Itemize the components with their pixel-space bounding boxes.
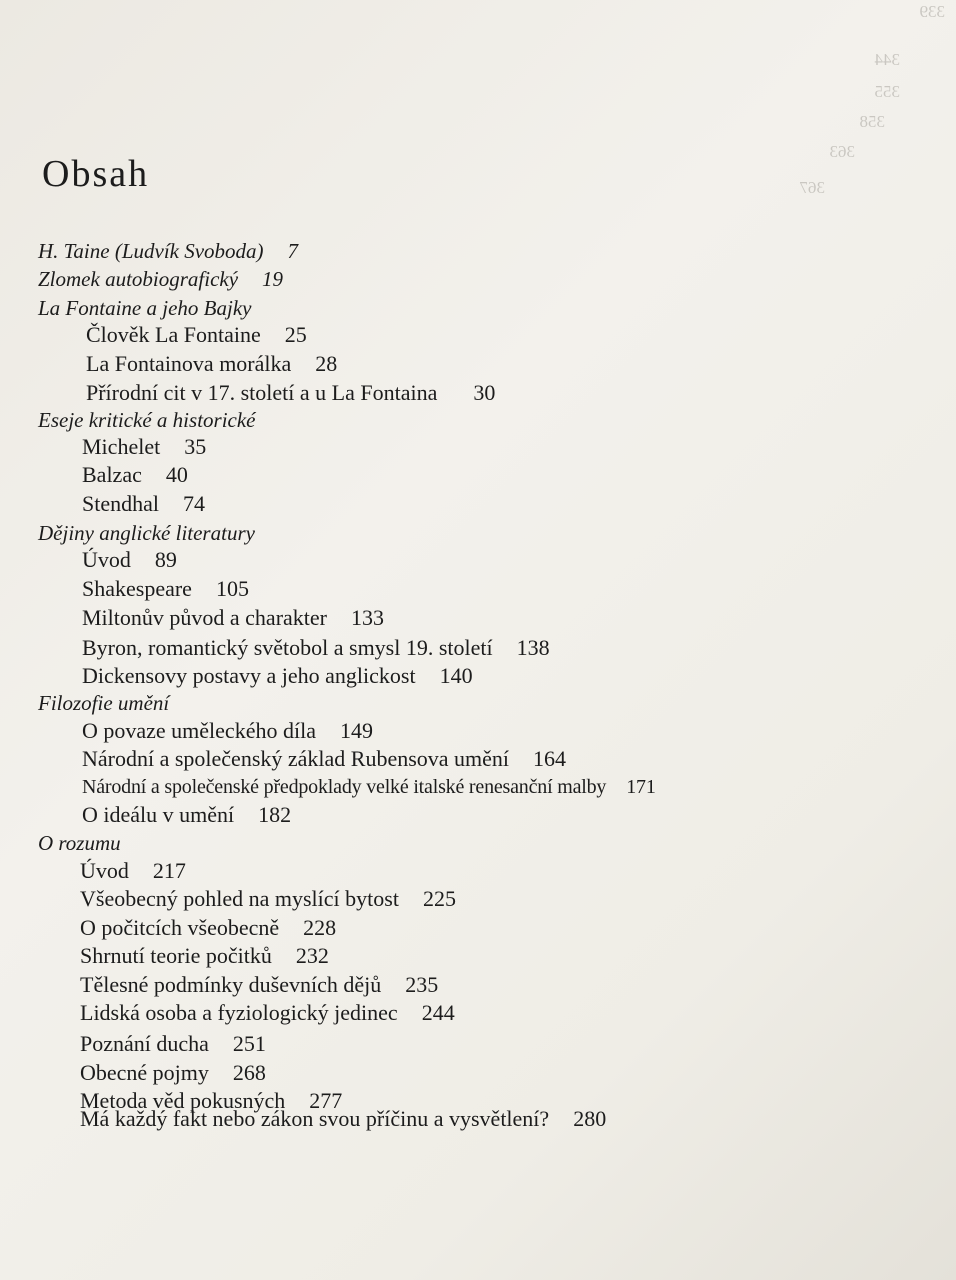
toc-section-title: Eseje kritické a historické bbox=[38, 408, 256, 432]
toc-item bbox=[82, 605, 384, 631]
toc-item-title: Člověk La Fontaine bbox=[86, 322, 261, 347]
toc-item bbox=[82, 462, 188, 488]
show-through-text: 339 344 355 358 363 367 bbox=[799, 2, 945, 197]
toc-item-title: Národní a společenský základ Rubensova umění bbox=[82, 746, 510, 771]
toc-item-title: Miltonův původ a charakter bbox=[82, 605, 327, 630]
toc-page-number: 235 bbox=[405, 972, 439, 997]
toc-item bbox=[80, 1031, 266, 1057]
toc-page-number: 25 bbox=[284, 322, 307, 347]
toc-page-number: 225 bbox=[422, 886, 456, 911]
toc-item-title: O počitcích všeobecně bbox=[80, 915, 280, 940]
toc-page-number: 268 bbox=[232, 1060, 266, 1085]
toc-page-number: 105 bbox=[215, 576, 249, 601]
toc-section-title: La Fontaine a jeho Bajky bbox=[38, 296, 252, 320]
toc-item bbox=[80, 886, 456, 912]
toc-section-title: H. Taine (Ludvík Svoboda) bbox=[38, 239, 264, 263]
toc-item-title: Lidská osoba a fyziologický jedinec bbox=[80, 1000, 398, 1025]
toc-item-title: Má každý fakt nebo zákon svou příčinu a vysvětlení? bbox=[80, 1106, 550, 1131]
toc-section bbox=[38, 690, 169, 716]
toc-page-number: 149 bbox=[339, 718, 373, 743]
toc-page-number: 133 bbox=[351, 605, 384, 630]
toc-page-number: 277 bbox=[309, 1088, 343, 1113]
toc-page-number: 30 bbox=[473, 380, 496, 405]
toc-item-title: Shrnutí teorie počitků bbox=[80, 943, 272, 968]
toc-page-number: 138 bbox=[516, 635, 550, 660]
toc-item bbox=[80, 1060, 266, 1086]
toc-item bbox=[86, 322, 307, 348]
toc-item-title: Úvod bbox=[82, 547, 131, 572]
toc-item bbox=[80, 943, 329, 969]
toc-page-number: 140 bbox=[439, 663, 473, 688]
toc-item bbox=[80, 858, 186, 884]
toc-item bbox=[82, 663, 473, 689]
toc-item-title: Přírodní cit v 17. století a u La Fontaina bbox=[86, 380, 438, 405]
toc-item bbox=[82, 576, 249, 602]
toc-section-title: Filozofie umění bbox=[38, 691, 170, 715]
toc-item bbox=[80, 972, 438, 998]
toc-item-title: O povaze uměleckého díla bbox=[82, 718, 316, 743]
toc-item-title: Byron, romantický světobol a smysl 19. století bbox=[82, 635, 493, 660]
toc-item-title: Stendhal bbox=[82, 491, 159, 516]
toc-section-title: Zlomek autobiografický bbox=[38, 267, 239, 291]
toc-page-number: 164 bbox=[533, 746, 567, 771]
toc-item bbox=[80, 915, 336, 941]
toc-item-title: Shakespeare bbox=[82, 576, 192, 601]
toc-page-number: 28 bbox=[315, 351, 338, 376]
toc-item-title: Národní a společenské předpoklady velké italské renesanční malby bbox=[82, 776, 607, 798]
toc-item-title: Obecné pojmy bbox=[80, 1060, 209, 1085]
toc-item bbox=[80, 1000, 455, 1026]
toc-section bbox=[38, 407, 256, 433]
toc-section bbox=[38, 830, 121, 856]
toc-item-title: Dickensovy postavy a jeho anglickost bbox=[82, 663, 416, 688]
toc-item bbox=[82, 547, 177, 573]
toc-page-number: 244 bbox=[421, 1000, 455, 1025]
toc-item bbox=[82, 802, 291, 828]
toc-page-number: 182 bbox=[258, 802, 292, 827]
toc-section-title: Dějiny anglické literatury bbox=[38, 521, 255, 545]
toc-item bbox=[82, 774, 656, 800]
toc-item-title: Poznání ducha bbox=[80, 1031, 209, 1056]
toc-item-title: Úvod bbox=[80, 858, 129, 883]
toc-item bbox=[82, 434, 206, 460]
toc-item-title: Všeobecný pohled na myslící bytost bbox=[80, 886, 399, 911]
page-title: Obsah bbox=[42, 153, 150, 195]
toc-item bbox=[80, 1106, 606, 1132]
toc-section bbox=[38, 295, 251, 321]
toc-item-title: Tělesné podmínky duševních dějů bbox=[80, 972, 382, 997]
toc-page-number: 228 bbox=[303, 915, 337, 940]
toc-item-title: Michelet bbox=[82, 434, 161, 459]
toc-item-title: La Fontainova morálka bbox=[86, 351, 292, 376]
toc-page-number: 280 bbox=[573, 1106, 607, 1131]
toc-page-number: 232 bbox=[295, 943, 329, 968]
toc-page-number: 217 bbox=[152, 858, 186, 883]
toc-section-title: O rozumu bbox=[38, 831, 121, 855]
toc-item-title: O ideálu v umění bbox=[82, 802, 235, 827]
toc-page-number: 89 bbox=[154, 547, 177, 572]
toc-item bbox=[82, 491, 205, 517]
toc-page-number: 74 bbox=[183, 491, 205, 516]
toc-item bbox=[82, 718, 373, 744]
toc-page-number: 171 bbox=[626, 776, 656, 798]
toc-item-title: Balzac bbox=[82, 462, 142, 487]
toc-item bbox=[82, 635, 550, 661]
toc-item bbox=[86, 380, 495, 406]
toc-item-title: Metoda věd pokusných bbox=[80, 1088, 286, 1113]
toc-item bbox=[82, 746, 566, 772]
toc-section bbox=[38, 238, 298, 264]
toc-item bbox=[86, 351, 337, 377]
toc-page-number: 35 bbox=[184, 434, 207, 459]
toc-section bbox=[38, 520, 255, 546]
toc-section bbox=[38, 266, 283, 292]
toc-page-number: 7 bbox=[287, 239, 299, 263]
toc-page-number: 251 bbox=[232, 1031, 266, 1056]
toc-page-number: 19 bbox=[262, 267, 284, 291]
toc-page-number: 40 bbox=[165, 462, 188, 487]
